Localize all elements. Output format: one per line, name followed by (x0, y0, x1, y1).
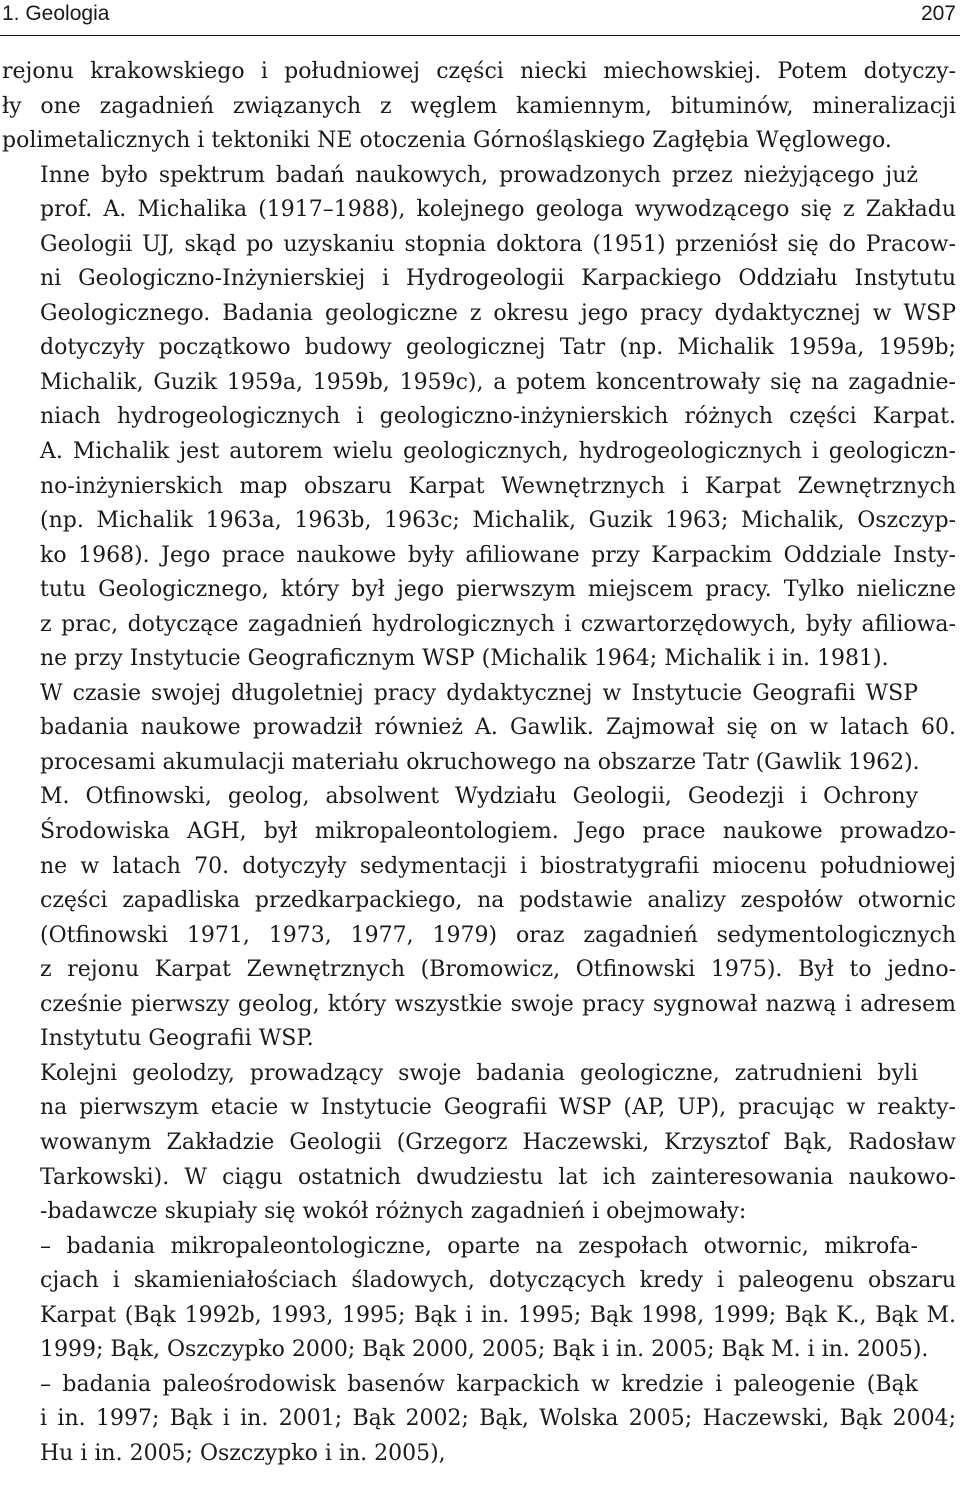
text-line: Inne było spektrum badań naukowych, prowadzonych przez nieżyjącego już (40, 162, 918, 188)
text-line: ko 1968). Jego prace naukowe były afiliowane przy Karpackim Oddziale Insty- (40, 542, 956, 568)
paragraph (2, 677, 956, 781)
text-line: A. Michalik jest autorem wielu geologicznych, hydrogeologicznych i geologiczn- (40, 439, 956, 465)
text-line: Karpat (Bąk 1992b, 1993, 1995; Bąk i in. 1995; Bąk 1998, 1999; Bąk K., Bąk M. (40, 1302, 956, 1328)
text-line: Tarkowski). W ciągu ostatnich dwudziestu lat ich zainteresowania naukowo- (40, 1164, 956, 1190)
text-line: Michalik, Guzik 1959a, 1959b, 1959c), a potem koncentrowały się na zagadnie- (40, 369, 956, 395)
text-line: części zapadliska przedkarpackiego, na podstawie analizy zespołów otwornic (40, 888, 956, 914)
text-line: (Otfinowski 1971, 1973, 1977, 1979) oraz zagadnień sedymentologicznych (40, 922, 956, 948)
text-line: ły one zagadnień związanych z węglem kamiennym, bituminów, mineralizacji (2, 93, 956, 119)
text-line: ni Geologiczno-Inżynierskiej i Hydrogeologii Karpackiego Oddziału Instytutu (40, 266, 956, 292)
text-line: Geologii UJ, skąd po uzyskaniu stopnia doktora (1951) przeniósł się do Pracow- (40, 231, 956, 257)
text-line: niach hydrogeologicznych i geologiczno-inżynierskich różnych części Karpat. (40, 404, 956, 430)
text-line: Instytutu Geografii WSP. (40, 1026, 314, 1052)
text-line: dotyczyły początkowo budowy geologicznej Tatr (np. Michalik 1959a, 1959b; (40, 335, 956, 361)
text-line: cześnie pierwszy geolog, który wszystkie swoje pracy sygnował nazwą i adresem (40, 991, 956, 1017)
text-line: badania naukowe prowadził również A. Gawlik. Zajmował się on w latach 60. (40, 715, 956, 741)
text-line: ne w latach 70. dotyczyły sedymentacji i biostratygrafii miocenu południowej (40, 853, 956, 879)
chapter-title: 1. Geologia (2, 2, 110, 25)
paragraph (2, 780, 956, 1056)
text-line: Geologicznego. Badania geologiczne z okresu jego pracy dydaktycznej w WSP (40, 300, 956, 326)
text-line: (np. Michalik 1963a, 1963b, 1963c; Michalik, Guzik 1963; Michalik, Oszczyp- (40, 508, 956, 534)
text-line: no-inżynierskich map obszaru Karpat Wewnętrznych i Karpat Zewnętrznych (40, 473, 956, 499)
text-line: Hu i in. 2005; Oszczypko i in. 2005), (40, 1440, 446, 1466)
text-line: prof. A. Michalika (1917–1988), kolejnego geologa wywodzącego się z Zakładu (40, 197, 956, 223)
text-line: cjach i skamieniałościach śladowych, dotyczących kredy i paleogenu obszaru (40, 1268, 956, 1294)
text-line: rejonu krakowskiego i południowej części niecki miechowskiej. Potem dotyczy- (2, 59, 956, 84)
text-line: – badania paleośrodowisk basenów karpackich w kredzie i paleogenie (Bąk (40, 1371, 918, 1397)
header-rule (0, 35, 960, 36)
text-line: z rejonu Karpat Zewnętrznych (Bromowicz, Otfinowski 1975). Był to jedno- (40, 957, 956, 983)
text-line: -badawcze skupiały się wokół różnych zagadnień i obejmowały: (40, 1199, 747, 1225)
paragraph (2, 1057, 956, 1230)
text-line: 1999; Bąk, Oszczypko 2000; Bąk 2000, 2005; Bąk i in. 2005; Bąk M. i in. 2005). (40, 1337, 929, 1363)
text-line: Kolejni geolodzy, prowadzący swoje badania geologiczne, zatrudnieni byli (40, 1060, 918, 1086)
text-line: ne przy Instytucie Geograficznym WSP (Michalik 1964; Michalik i in. 1981). (40, 646, 889, 672)
text-line: z prac, dotyczące zagadnień hydrologicznych i czwartorzędowych, były afiliowa- (40, 611, 956, 637)
text-line: polimetalicznych i tektoniki NE otoczenia Górnośląskiego Zagłębia Węglowego. (2, 128, 892, 154)
text-line: W czasie swojej długoletniej pracy dydaktycznej w Instytucie Geografii WSP (40, 680, 918, 706)
page-number: 207 (920, 2, 956, 25)
text-line: tutu Geologicznego, który był jego pierwszym miejscem pracy. Tylko nieliczne (40, 577, 956, 603)
text-line: i in. 1997; Bąk i in. 2001; Bąk 2002; Bąk, Wolska 2005; Haczewski, Bąk 2004; (40, 1406, 956, 1432)
text-line: – badania mikropaleontologiczne, oparte na zespołach otwornic, mikrofa- (40, 1233, 918, 1259)
text-line: wowanym Zakładzie Geologii (Grzegorz Haczewski, Krzysztof Bąk, Radosław (40, 1129, 956, 1155)
text-line: Środowiska AGH, był mikropaleontologiem. Jego prace naukowe prowadzo- (40, 819, 956, 845)
text-line: M. Otfinowski, geolog, absolwent Wydziału Geologii, Geodezji i Ochrony (40, 784, 918, 810)
text-line: procesami akumulacji materiału okruchowego na obszarze Tatr (Gawlik 1962). (40, 749, 920, 775)
running-header (2, 0, 956, 30)
body-text (2, 55, 956, 1471)
paragraph (2, 1230, 956, 1368)
paragraph (2, 1368, 956, 1472)
paragraph (2, 55, 956, 159)
text-line: na pierwszym etacie w Instytucie Geografii WSP (AP, UP), pracując w reakty- (40, 1095, 956, 1121)
paragraph (2, 159, 956, 677)
